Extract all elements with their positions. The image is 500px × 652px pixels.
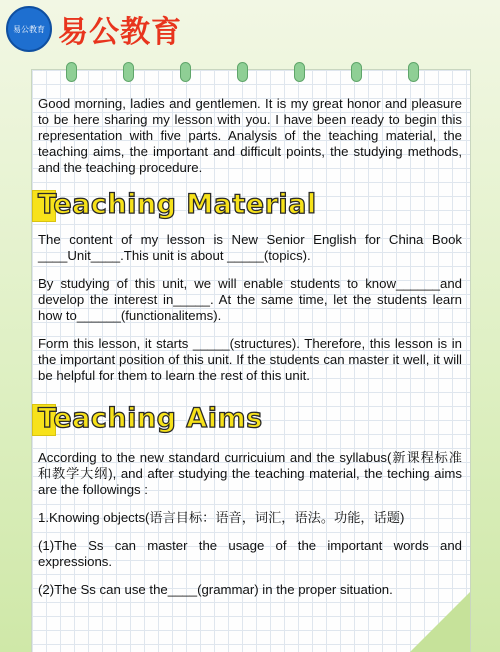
ring-icon [66,62,77,82]
material-paragraph-1: The content of my lesson is New Senior English for China Book ____Unit____.This unit is about _____(topics). [38,232,462,263]
ring-icon [294,62,305,82]
aims-paragraph-1: According to the new standard curricuium and the syllabus(新课程标准和教学大纲), and after studying the teaching material, the teching aims are the followings : [38,450,462,497]
ring-icon [237,62,248,82]
logo-icon [6,6,52,52]
brand-name: 易公教育 [58,15,182,50]
heading-block [38,186,317,224]
heading-text: Teaching Aims [38,403,263,434]
heading-text: Teaching Material [38,189,317,220]
document-body [38,96,462,598]
teaching-material-heading [38,186,462,224]
teaching-aims-heading [38,400,462,438]
ring-icon [180,62,191,82]
material-paragraph-2: By studying of this unit, we will enable students to know______and develop the interest in_____. At the same time, let the students learn how to______(functionalitems). [38,276,462,323]
ring-icon [351,62,362,82]
binder-rings [32,62,470,82]
logo-text: 易公教育 [13,24,45,34]
heading-block [38,400,263,438]
brand-header [6,6,182,52]
aims-paragraph-3: (1)The Ss can master the usage of the important words and expressions. [38,538,462,569]
aims-paragraph-2: 1.Knowing objects(语言目标：语音，词汇，语法。功能，话题) [38,510,405,525]
aims-paragraph-4: (2)The Ss can use the____(grammar) in the proper situation. [38,582,393,597]
intro-paragraph: Good morning, ladies and gentlemen. It is my great honor and pleasure to be here sharing my lesson with you. I have been ready to begin this representation with five parts. Analysis of the teaching material, the teaching aims, the important and difficult points, the studying methods, and the teaching procedure. [38,96,462,175]
material-paragraph-3: Form this lesson, it starts _____(structures). Therefore, this lesson is in the important position of this unit. If the students can master it well, it will be helpful for them to learn the rest of this unit. [38,336,462,383]
page-fold [410,592,470,652]
ring-icon [408,62,419,82]
ring-icon [123,62,134,82]
